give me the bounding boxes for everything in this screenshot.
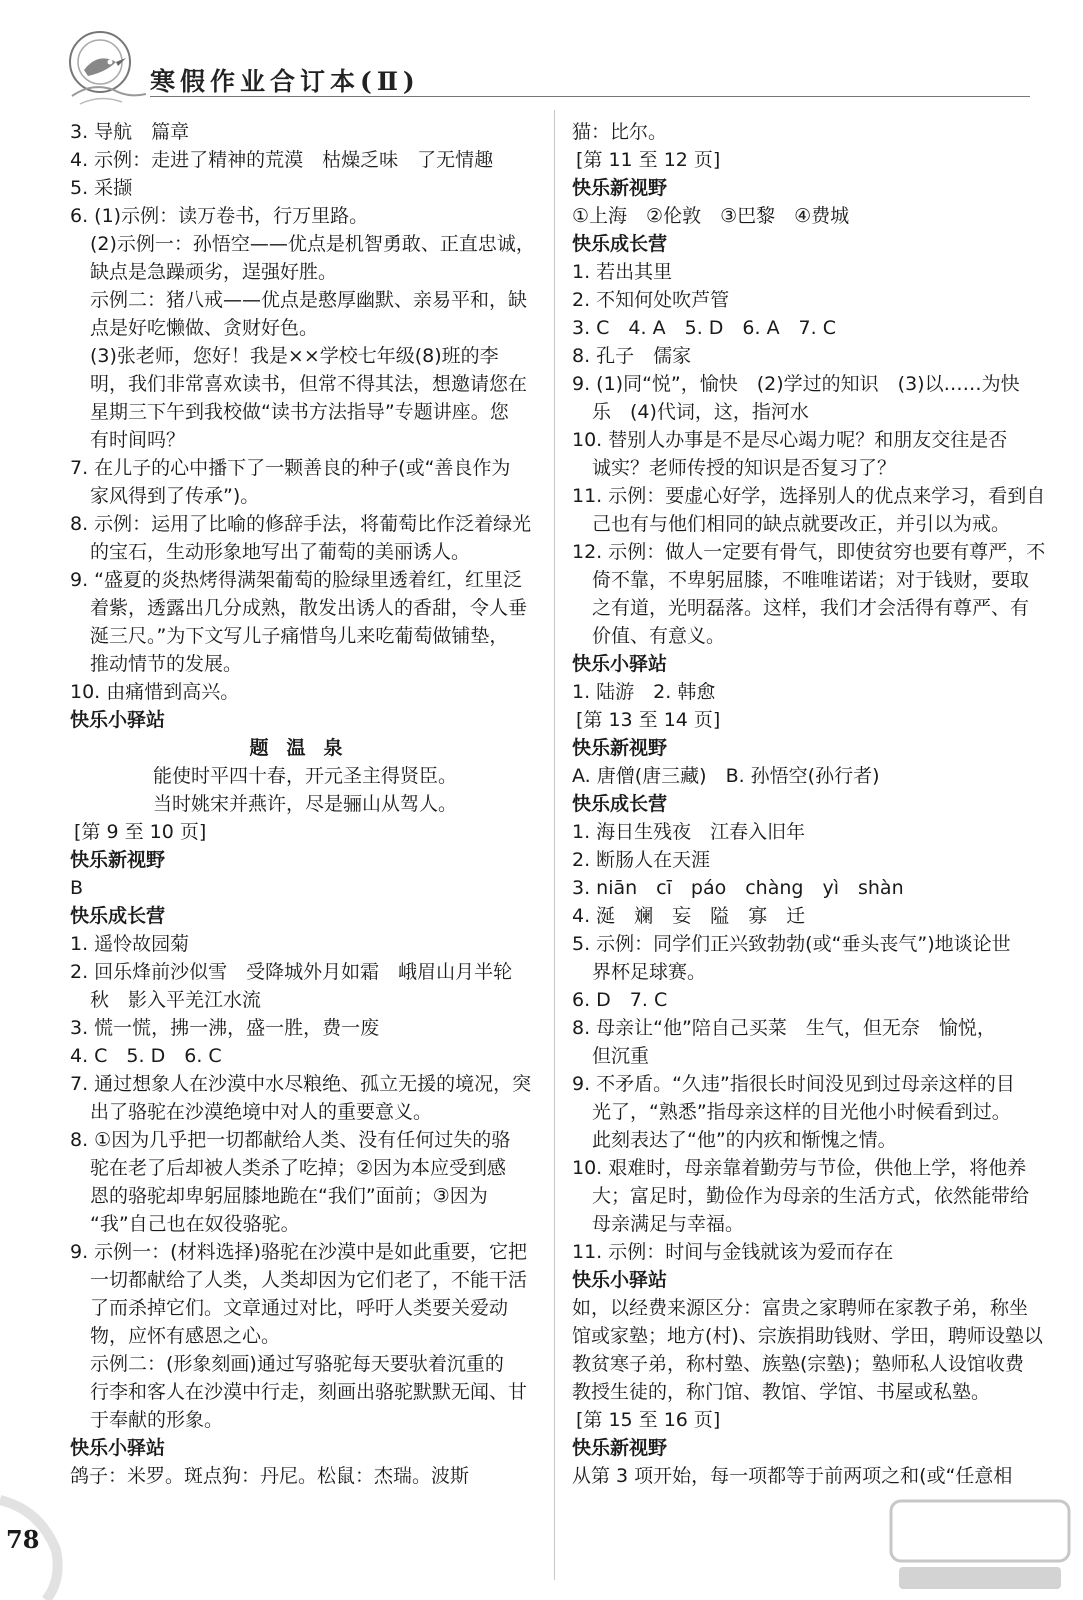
text-line: 界杯足球赛。	[592, 961, 707, 983]
text-line: 6. (1)示例：读万卷书，行万里路。	[70, 205, 369, 227]
text-line: 驼在老了后却被人类杀了吃掉；②因为本应受到感	[90, 1157, 507, 1179]
section-heading: 快乐小驿站	[70, 709, 166, 731]
text-line: 点是好吃懒做、贪财好色。	[90, 317, 319, 339]
text-line: 1. 遥怜故园菊	[70, 933, 190, 955]
text-line: 诚实？老师传授的知识是否复习了？	[592, 457, 897, 479]
section-heading: 快乐成长营	[70, 905, 166, 927]
text-line: 11. 示例：时间与金钱就该为爱而存在	[572, 1241, 894, 1263]
text-line: 如，以经费来源区分：富贵之家聘师在家教子弟，称坐	[572, 1297, 1029, 1319]
text-line: 能使时平四十春，开元圣主得贤臣。	[152, 765, 457, 787]
watermark-logo	[885, 1495, 1075, 1595]
text-line: 教贫寒子弟，称村塾、族塾(宗塾)；塾师私人设馆收费	[572, 1353, 1024, 1375]
right-column	[572, 118, 1046, 1490]
text-line: 之有道，光明磊落。这样，我们才会活得有尊严、有	[592, 597, 1030, 619]
text-line: 当时姚宋并燕许，尽是骊山从驾人。	[152, 793, 457, 815]
text-line: 1. 海日生残夜 江春入旧年	[572, 821, 806, 843]
text-line: 大；富足时，勤俭作为母亲的生活方式，依然能带给	[592, 1185, 1030, 1207]
text-line: 倚不靠，不卑躬屈膝，不唯唯诺诺；对于钱财，要取	[592, 569, 1030, 591]
text-line: 9. 不矛盾。“久违”指很长时间没见到过母亲这样的目	[572, 1073, 1015, 1095]
bird-logo-icon	[62, 18, 154, 116]
text-line: 7. 通过想象人在沙漠中水尽粮绝、孤立无援的境况，突	[70, 1073, 532, 1095]
text-line: 涎三尺。”为下文写儿子痛惜鸟儿来吃葡萄做铺垫，	[90, 625, 509, 647]
page-range-label: [第 15 至 16 页]	[576, 1409, 721, 1431]
text-line: 但沉重	[592, 1045, 650, 1067]
section-heading: 快乐新视野	[572, 1437, 668, 1459]
text-line: 2. 不知何处吹芦管	[572, 289, 730, 311]
text-line: 了而杀掉它们。文章通过对比，呼吁人类要关爱动	[90, 1297, 509, 1319]
text-line: 12. 示例：做人一定要有骨气，即使贫穷也要有尊严，不	[572, 541, 1046, 563]
section-heading: 快乐新视野	[572, 177, 668, 199]
text-line: 母亲满足与幸福。	[592, 1213, 745, 1235]
text-line: 9. (1)同“悦”，愉快 (2)学过的知识 (3)以……为快	[572, 373, 1020, 395]
text-line: 从第 3 项开始，每一项都等于前两项之和(或“任意相	[572, 1465, 1013, 1487]
left-column	[70, 118, 540, 1490]
text-line: 3. 导航 篇章	[70, 121, 190, 143]
text-line: 出了骆驼在沙漠绝境中对人的重要意义。	[90, 1101, 433, 1123]
text-line: 有时间吗？	[90, 429, 186, 451]
page-range-label: [第 13 至 14 页]	[576, 709, 721, 731]
text-line: 推动情节的发展。	[90, 653, 243, 675]
text-line: (2)示例一：孙悟空——优点是机智勇敢、正直忠诚，	[90, 233, 535, 255]
text-line: 8. 示例：运用了比喻的修辞手法，将葡萄比作泛着绿光	[70, 513, 532, 535]
page-header	[0, 0, 1083, 118]
text-line: 9. “盛夏的炎热烤得满架葡萄的脸绿里透着红，红里泛	[70, 569, 523, 591]
text-line: A. 唐僧(唐三藏) B. 孙悟空(孙行者)	[572, 765, 880, 787]
text-line: 星期三下午到我校做“读书方法指导”专题讲座。您	[90, 401, 509, 423]
text-line: 5. 采撷	[70, 177, 133, 199]
text-line: 缺点是急躁顽劣，逞强好胜。	[90, 261, 338, 283]
text-line: 明，我们非常喜欢读书，但常不得其法，想邀请您在	[90, 373, 528, 395]
section-heading: 快乐成长营	[572, 793, 668, 815]
page-range-label: [第 11 至 12 页]	[576, 149, 721, 171]
header-title: 寒假作业合订本(Ⅱ)	[150, 67, 420, 96]
text-line: 猫：比尔。	[572, 121, 668, 143]
text-line: 行李和客人在沙漠中行走，刻画出骆驼默默无闻、甘	[90, 1381, 528, 1403]
text-line: 8. 母亲让“他”陪自己买菜 生气，但无奈 愉悦，	[572, 1017, 996, 1039]
text-line: 光了，“熟悉”指母亲这样的目光他小时候看到过。	[592, 1101, 1011, 1123]
text-line: 着紫，透露出几分成熟，散发出诱人的香甜，令人垂	[90, 597, 528, 619]
text-line: 7. 在儿子的心中播下了一颗善良的种子(或“善良作为	[70, 457, 511, 479]
text-line: “我”自己也在奴役骆驼。	[90, 1213, 300, 1235]
text-line: 11. 示例：要虚心好学，选择别人的优点来学习，看到自	[572, 485, 1046, 507]
text-line: 10. 艰难时，母亲靠着勤劳与节俭，供他上学，将他养	[572, 1157, 1027, 1179]
text-line: 8. 孔子 儒家	[572, 345, 692, 367]
text-line: 1. 若出其里	[572, 261, 673, 283]
text-line: 教授生徒的，称门馆、教馆、学馆、书屋或私塾。	[572, 1381, 991, 1403]
text-line: 恩的骆驼却卑躬屈膝地跪在“我们”面前；③因为	[90, 1185, 488, 1207]
text-line: 馆或家塾；地方(村)、宗族捐助钱财、学田，聘师设塾以	[572, 1325, 1043, 1347]
text-line: 4. 涎 斓 妄 隘 寡 迁	[572, 905, 806, 927]
text-line: 家风得到了传承”)。	[90, 485, 260, 507]
text-line: 于奉献的形象。	[90, 1409, 224, 1431]
text-line: 示例二：(形象刻画)通过写骆驼每天要驮着沉重的	[90, 1353, 504, 1375]
section-heading: 快乐小驿站	[572, 1269, 668, 1291]
text-line: B	[70, 877, 84, 899]
column-divider	[554, 110, 555, 1580]
text-line: 9. 示例一：(材料选择)骆驼在沙漠中是如此重要，它把	[70, 1241, 527, 1263]
text-line: 乐 (4)代词，这，指河水	[592, 401, 809, 423]
text-line: 此刻表达了“他”的内疚和惭愧之情。	[592, 1129, 897, 1151]
text-line: 2. 断肠人在天涯	[572, 849, 711, 871]
text-line: 价值、有意义。	[592, 625, 726, 647]
text-line: 4. 示例：走进了精神的荒漠 枯燥乏味 了无情趣	[70, 149, 494, 171]
text-line: 5. 示例：同学们正兴致勃勃(或“垂头丧气”)地谈论世	[572, 933, 1011, 955]
text-line: 秋 影入平羌江水流	[90, 989, 262, 1011]
section-heading: 快乐小驿站	[70, 1437, 166, 1459]
text-line: 10. 由痛惜到高兴。	[70, 681, 240, 703]
text-line: (3)张老师，您好！我是××学校七年级(8)班的李	[90, 345, 499, 367]
text-line: 8. ①因为几乎把一切都献给人类、没有任何过失的骆	[70, 1129, 511, 1151]
text-line: 1. 陆游 2. 韩愈	[572, 681, 716, 703]
text-line: 一切都献给了人类，人类却因为它们老了，不能干活	[90, 1269, 528, 1291]
section-heading: 快乐小驿站	[572, 653, 668, 675]
text-line: ①上海 ②伦敦 ③巴黎 ④费城	[572, 205, 850, 227]
page-range-label: [第 9 至 10 页]	[74, 821, 207, 843]
header-rule	[150, 96, 1030, 97]
text-line: 2. 回乐烽前沙似雪 受降城外月如霜 峨眉山月半轮	[70, 961, 513, 983]
text-line: 6. D 7. C	[572, 989, 668, 1011]
text-line: 鸽子：米罗。斑点狗：丹尼。松鼠：杰瑞。波斯	[70, 1465, 470, 1487]
text-line: 4. C 5. D 6. C	[70, 1045, 222, 1067]
text-line: 的宝石，生动形象地写出了葡萄的美丽诱人。	[90, 541, 471, 563]
section-heading: 快乐新视野	[572, 737, 668, 759]
text-line: 物，应怀有感恩之心。	[90, 1325, 281, 1347]
text-line: 题温泉	[249, 737, 361, 759]
section-heading: 快乐成长营	[572, 233, 668, 255]
text-line: 己也有与他们相同的缺点就要改正，并引以为戒。	[592, 513, 1011, 535]
page-number: 78	[6, 1525, 40, 1554]
text-line: 10. 替别人办事是不是尽心竭力呢？和朋友交往是否	[572, 429, 1008, 451]
text-line: 3. niān cī páo chàng yì shàn	[572, 877, 904, 899]
section-heading: 快乐新视野	[70, 849, 166, 871]
text-line: 3. C 4. A 5. D 6. A 7. C	[572, 317, 836, 339]
text-line: 示例二：猪八戒——优点是憨厚幽默、亲易平和，缺	[90, 289, 528, 311]
text-line: 3. 慌一慌，拂一沸，盛一胜，费一废	[70, 1017, 380, 1039]
